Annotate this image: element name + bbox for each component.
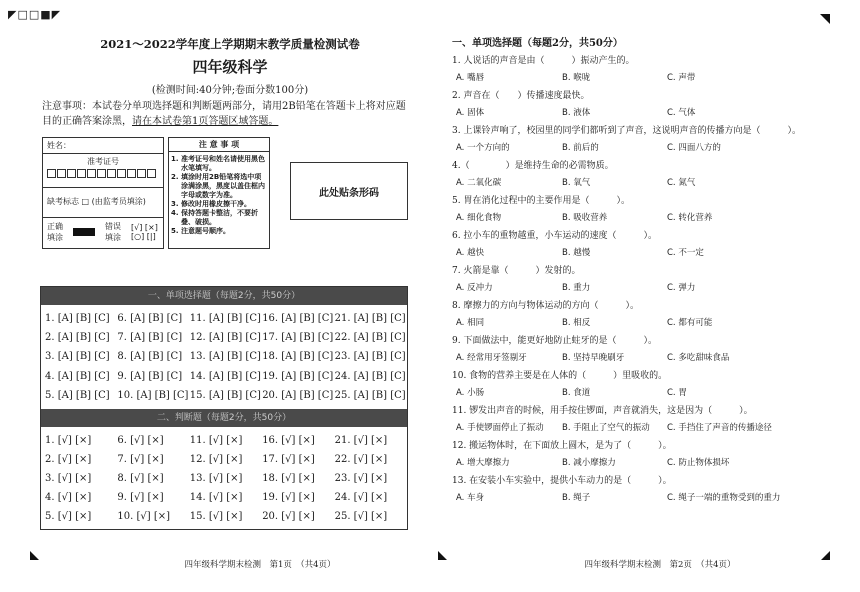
fill-example-row — [43, 218, 163, 246]
option-b: B. 吸收营养 — [562, 213, 608, 223]
option-c: C. 多吃甜味食品 — [667, 353, 730, 363]
judge-answer-cell[interactable]: 9. [√] [×] — [117, 492, 164, 503]
judge-answer-cell[interactable]: 3. [√] [×] — [45, 473, 92, 484]
option-c: C. 转化营养 — [667, 213, 713, 223]
question-options — [452, 107, 832, 120]
option-c: C. 氮气 — [667, 178, 696, 188]
exam-title: 2021～2022学年度上学期期末教学质量检测试卷 — [100, 37, 360, 51]
barcode-area: 此处贴条形码 — [290, 162, 408, 220]
judge-answer-cell[interactable]: 13. [√] [×] — [189, 473, 243, 484]
option-a: A. 反冲力 — [456, 283, 493, 293]
question-options — [452, 352, 832, 365]
rules-list — [169, 152, 269, 236]
exam-meta: (检测时间:40分钟;卷面分数100分) — [151, 85, 309, 96]
student-info-box — [42, 137, 164, 249]
option-a: A. 细化食物 — [456, 213, 502, 223]
option-a: A. 固体 — [456, 108, 485, 118]
option-b: B. 重力 — [562, 283, 591, 293]
subject-title: 四年级科学 — [192, 58, 268, 76]
judge-answer-cell[interactable]: 6. [√] [×] — [117, 435, 164, 446]
judge-answer-cell[interactable]: 10. [√] [×] — [117, 511, 171, 522]
question-text: 1. 人说话的声音是由（ ）振动产生的。 — [452, 56, 635, 66]
question-text: 10. 食物的营养主要是在人体的（ ）里吸收的。 — [452, 371, 668, 381]
option-c: C. 声带 — [667, 73, 696, 83]
question-text: 12. 搬运物体时，在下面放上圆木，是为了（ ）。 — [452, 441, 672, 451]
exam-number-label: 准考证号 — [87, 157, 119, 166]
page-footer-1: 四年级科学期末检测 第1页 （共4页） — [184, 560, 336, 570]
option-c: C. 胃 — [667, 388, 687, 398]
judge-answer-cell[interactable]: 17. [√] [×] — [262, 454, 315, 465]
option-b: B. 喉咙 — [562, 73, 591, 83]
option-a: A. 增大摩擦力 — [456, 458, 510, 468]
option-c: C. 弹力 — [667, 283, 696, 293]
option-a: A. 二氧化碳 — [456, 178, 502, 188]
option-b: B. 坚持早晚刷牙 — [562, 353, 625, 363]
judge-answer-cell[interactable]: 12. [√] [×] — [189, 454, 243, 465]
choice-answer-cell[interactable]: 4. [A] [B] [C] — [45, 370, 110, 382]
judge-answer-cell[interactable]: 1. [√] [×] — [45, 435, 92, 446]
option-b: B. 减小摩擦力 — [562, 458, 616, 468]
question-text: 11. 锣发出声音的时候，用手按住锣面，声音就消失，这是因为（ ）。 — [452, 406, 753, 416]
question-list — [452, 55, 832, 510]
judge-answer-cell[interactable]: 18. [√] [×] — [262, 473, 315, 484]
choice-answer-cell[interactable]: 15. [A] [B] [C] — [189, 389, 261, 401]
corner-mark-bottom-middle — [438, 551, 447, 560]
name-row — [43, 138, 163, 154]
choice-answer-cell[interactable]: 9. [A] [B] [C] — [117, 370, 183, 382]
option-c: C. 都有可能 — [667, 318, 713, 328]
judge-answer-cell[interactable]: 7. [√] [×] — [117, 454, 164, 465]
option-a: A. 嘴唇 — [456, 73, 485, 83]
page-footer-2: 四年级科学期末检测 第2页 （共4页） — [584, 560, 736, 570]
corner-mark-top-right — [820, 14, 830, 24]
rule-item: 4. 保持答题卡整洁，不要折叠、破损。 — [181, 209, 265, 227]
corner-mark-bottom-right — [821, 551, 830, 560]
rule-item: 2. 填涂时用2B铅笔将选中项涂满涂黑，黑度以盖住框内字母或数字为准。 — [181, 173, 265, 200]
question-text: 4.（ ）是维持生命的必需物质。 — [452, 161, 614, 171]
option-a: A. 小肠 — [456, 388, 485, 398]
judge-answer-cell[interactable]: 2. [√] [×] — [45, 454, 92, 465]
option-a: A. 经常用牙签剔牙 — [456, 353, 527, 363]
choice-answer-cell[interactable]: 19. [A] [B] [C] — [262, 370, 334, 382]
choice-answer-cell[interactable]: 10. [A] [B] [C] — [117, 389, 189, 401]
judge-answer-cell[interactable]: 14. [√] [×] — [189, 492, 243, 503]
choice-answer-cell[interactable]: 1. [A] [B] [C] — [45, 313, 110, 324]
choice-answer-grid — [41, 305, 407, 409]
option-b: B. 前后的 — [562, 143, 599, 153]
corner-mark-bottom-left — [30, 551, 39, 560]
question-text: 2. 声音在（ ）传播速度最快。 — [452, 91, 590, 101]
notice — [42, 99, 412, 129]
choice-answer-cell[interactable]: 5. [A] [B] [C] — [45, 389, 110, 401]
correct-label: 正确填涂 — [47, 222, 63, 242]
choice-answer-cell[interactable]: 7. [A] [B] [C] — [117, 332, 183, 344]
option-a: A. 相同 — [456, 318, 485, 328]
option-c: C. 绳子一端的重物受到的重力 — [667, 493, 781, 503]
option-a: A. 越快 — [456, 248, 485, 258]
question-options — [452, 422, 832, 435]
judge-answer-cell[interactable]: 8. [√] [×] — [117, 473, 164, 484]
choice-answer-cell[interactable]: 18. [A] [B] [C] — [262, 351, 334, 363]
choice-answer-cell[interactable]: 2. [A] [B] [C] — [45, 332, 110, 344]
rule-item: 3. 修改时用橡皮擦干净。 — [181, 200, 265, 209]
judge-answer-cell[interactable]: 16. [√] [×] — [262, 435, 315, 446]
question-options — [452, 212, 832, 225]
exam-number-cells[interactable] — [47, 169, 159, 178]
option-a: A. 一个方向的 — [456, 143, 510, 153]
choice-answer-cell[interactable]: 17. [A] [B] [C] — [262, 332, 334, 344]
question-options — [452, 457, 832, 470]
question-text: 13. 在安装小车实验中，提供小车动力的是（ ）。 — [452, 476, 672, 486]
choice-answer-cell[interactable]: 20. [A] [B] [C] — [262, 389, 334, 401]
question-options — [452, 72, 832, 85]
option-c: C. 手挡住了声音的传播途径 — [667, 423, 772, 433]
question-options — [452, 387, 832, 400]
section-2-bar: 二、判断题（每题2分，共50分） — [41, 409, 407, 427]
choice-answer-cell[interactable]: 11. [A] [B] [C] — [189, 313, 261, 324]
choice-answer-cell[interactable]: 21. [A] [B] [C] — [334, 313, 406, 324]
option-c: C. 不一定 — [667, 248, 704, 258]
question-text: 6. 拉小车的重物越重，小车运动的速度（ ）。 — [452, 231, 657, 241]
option-c: C. 防止物体损坏 — [667, 458, 730, 468]
judge-answer-cell[interactable]: 15. [√] [×] — [189, 511, 243, 522]
rule-item: 5. 注意题号顺序。 — [181, 227, 265, 236]
choice-answer-cell[interactable]: 3. [A] [B] [C] — [45, 351, 110, 363]
judge-answer-grid — [41, 427, 407, 530]
question-text: 5. 胃在消化过程中的主要作用是（ ）。 — [452, 196, 630, 206]
question-text: 7. 火箭是靠（ ）发射的。 — [452, 266, 581, 276]
choice-answer-cell[interactable]: 22. [A] [B] [C] — [334, 332, 406, 344]
notice-underlined: 请在本试卷第1页答题区域答题。 — [132, 116, 279, 127]
section-1-bar: 一、单项选择题（每题2分，共50分） — [41, 287, 407, 305]
choice-answer-cell[interactable]: 14. [A] [B] [C] — [189, 370, 261, 382]
question-options — [452, 282, 832, 295]
absent-row — [43, 188, 163, 218]
rules-header: 注 意 事 项 — [169, 138, 269, 152]
option-a: A. 手使锣面停止了振动 — [456, 423, 544, 433]
option-b: B. 相反 — [562, 318, 591, 328]
choice-answer-cell[interactable]: 25. [A] [B] [C] — [334, 389, 406, 401]
wrong-marks-2: [○] [|] — [131, 232, 156, 241]
judge-answer-cell[interactable]: 23. [√] [×] — [334, 473, 388, 484]
answer-sheet — [40, 286, 408, 530]
exam-number-row — [43, 154, 163, 188]
notice-text: 注意事项：本试卷分单项选择题和判断题两部分，请用2B铅笔在答题卡上将对应题目的正确答案涂黑， — [42, 101, 406, 127]
question-options — [452, 177, 832, 190]
question-options — [452, 492, 832, 505]
judge-answer-cell[interactable]: 22. [√] [×] — [334, 454, 388, 465]
judge-answer-cell[interactable]: 21. [√] [×] — [334, 435, 388, 446]
question-options — [452, 142, 832, 155]
choice-answer-cell[interactable]: 6. [A] [B] [C] — [117, 313, 183, 324]
registration-marks: ◤□□■◤ — [8, 8, 62, 21]
question-options — [452, 317, 832, 330]
question-text: 3. 上课铃声响了，校园里的同学们都听到了声音，这说明声音的传播方向是（ ）。 — [452, 126, 801, 136]
absent-label: 缺考标志 □ (由监考员填涂) — [47, 197, 146, 206]
judge-answer-cell[interactable]: 24. [√] [×] — [334, 492, 388, 503]
judge-answer-cell[interactable]: 25. [√] [×] — [334, 511, 388, 522]
judge-answer-cell[interactable]: 4. [√] [×] — [45, 492, 92, 503]
option-c: C. 四面八方的 — [667, 143, 721, 153]
section-title: 一、单项选择题（每题2分，共50分） — [452, 38, 623, 49]
option-a: A. 车身 — [456, 493, 485, 503]
option-b: B. 氧气 — [562, 178, 591, 188]
option-b: B. 食道 — [562, 388, 591, 398]
option-b: B. 手阻止了空气的振动 — [562, 423, 650, 433]
rules-box — [168, 137, 270, 249]
wrong-label: 错误填涂 — [105, 222, 121, 242]
rule-item: 1. 准考证号和姓名请使用黑色水笔填写。 — [181, 155, 265, 173]
question-text: 9. 下面做法中，能更好地防止蛀牙的是（ ）。 — [452, 336, 657, 346]
option-b: B. 绳子 — [562, 493, 591, 503]
judge-answer-cell[interactable]: 11. [√] [×] — [189, 435, 243, 446]
choice-answer-cell[interactable]: 13. [A] [B] [C] — [189, 351, 261, 363]
choice-answer-cell[interactable]: 23. [A] [B] [C] — [334, 351, 406, 363]
option-b: B. 液体 — [562, 108, 591, 118]
question-options — [452, 247, 832, 260]
judge-answer-cell[interactable]: 5. [√] [×] — [45, 511, 92, 522]
wrong-marks-1: [√] [×] — [131, 223, 158, 232]
question-text: 8. 摩擦力的方向与物体运动的方向（ ）。 — [452, 301, 639, 311]
option-c: C. 气体 — [667, 108, 696, 118]
judge-answer-cell[interactable]: 19. [√] [×] — [262, 492, 315, 503]
judge-answer-cell[interactable]: 20. [√] [×] — [262, 511, 315, 522]
option-b: B. 越慢 — [562, 248, 591, 258]
choice-answer-cell[interactable]: 12. [A] [B] [C] — [189, 332, 261, 344]
correct-fill-sample — [73, 228, 95, 236]
choice-answer-cell[interactable]: 24. [A] [B] [C] — [334, 370, 406, 382]
name-label: 姓名： — [47, 141, 71, 150]
choice-answer-cell[interactable]: 8. [A] [B] [C] — [117, 351, 183, 363]
choice-answer-cell[interactable]: 16. [A] [B] [C] — [262, 313, 334, 324]
